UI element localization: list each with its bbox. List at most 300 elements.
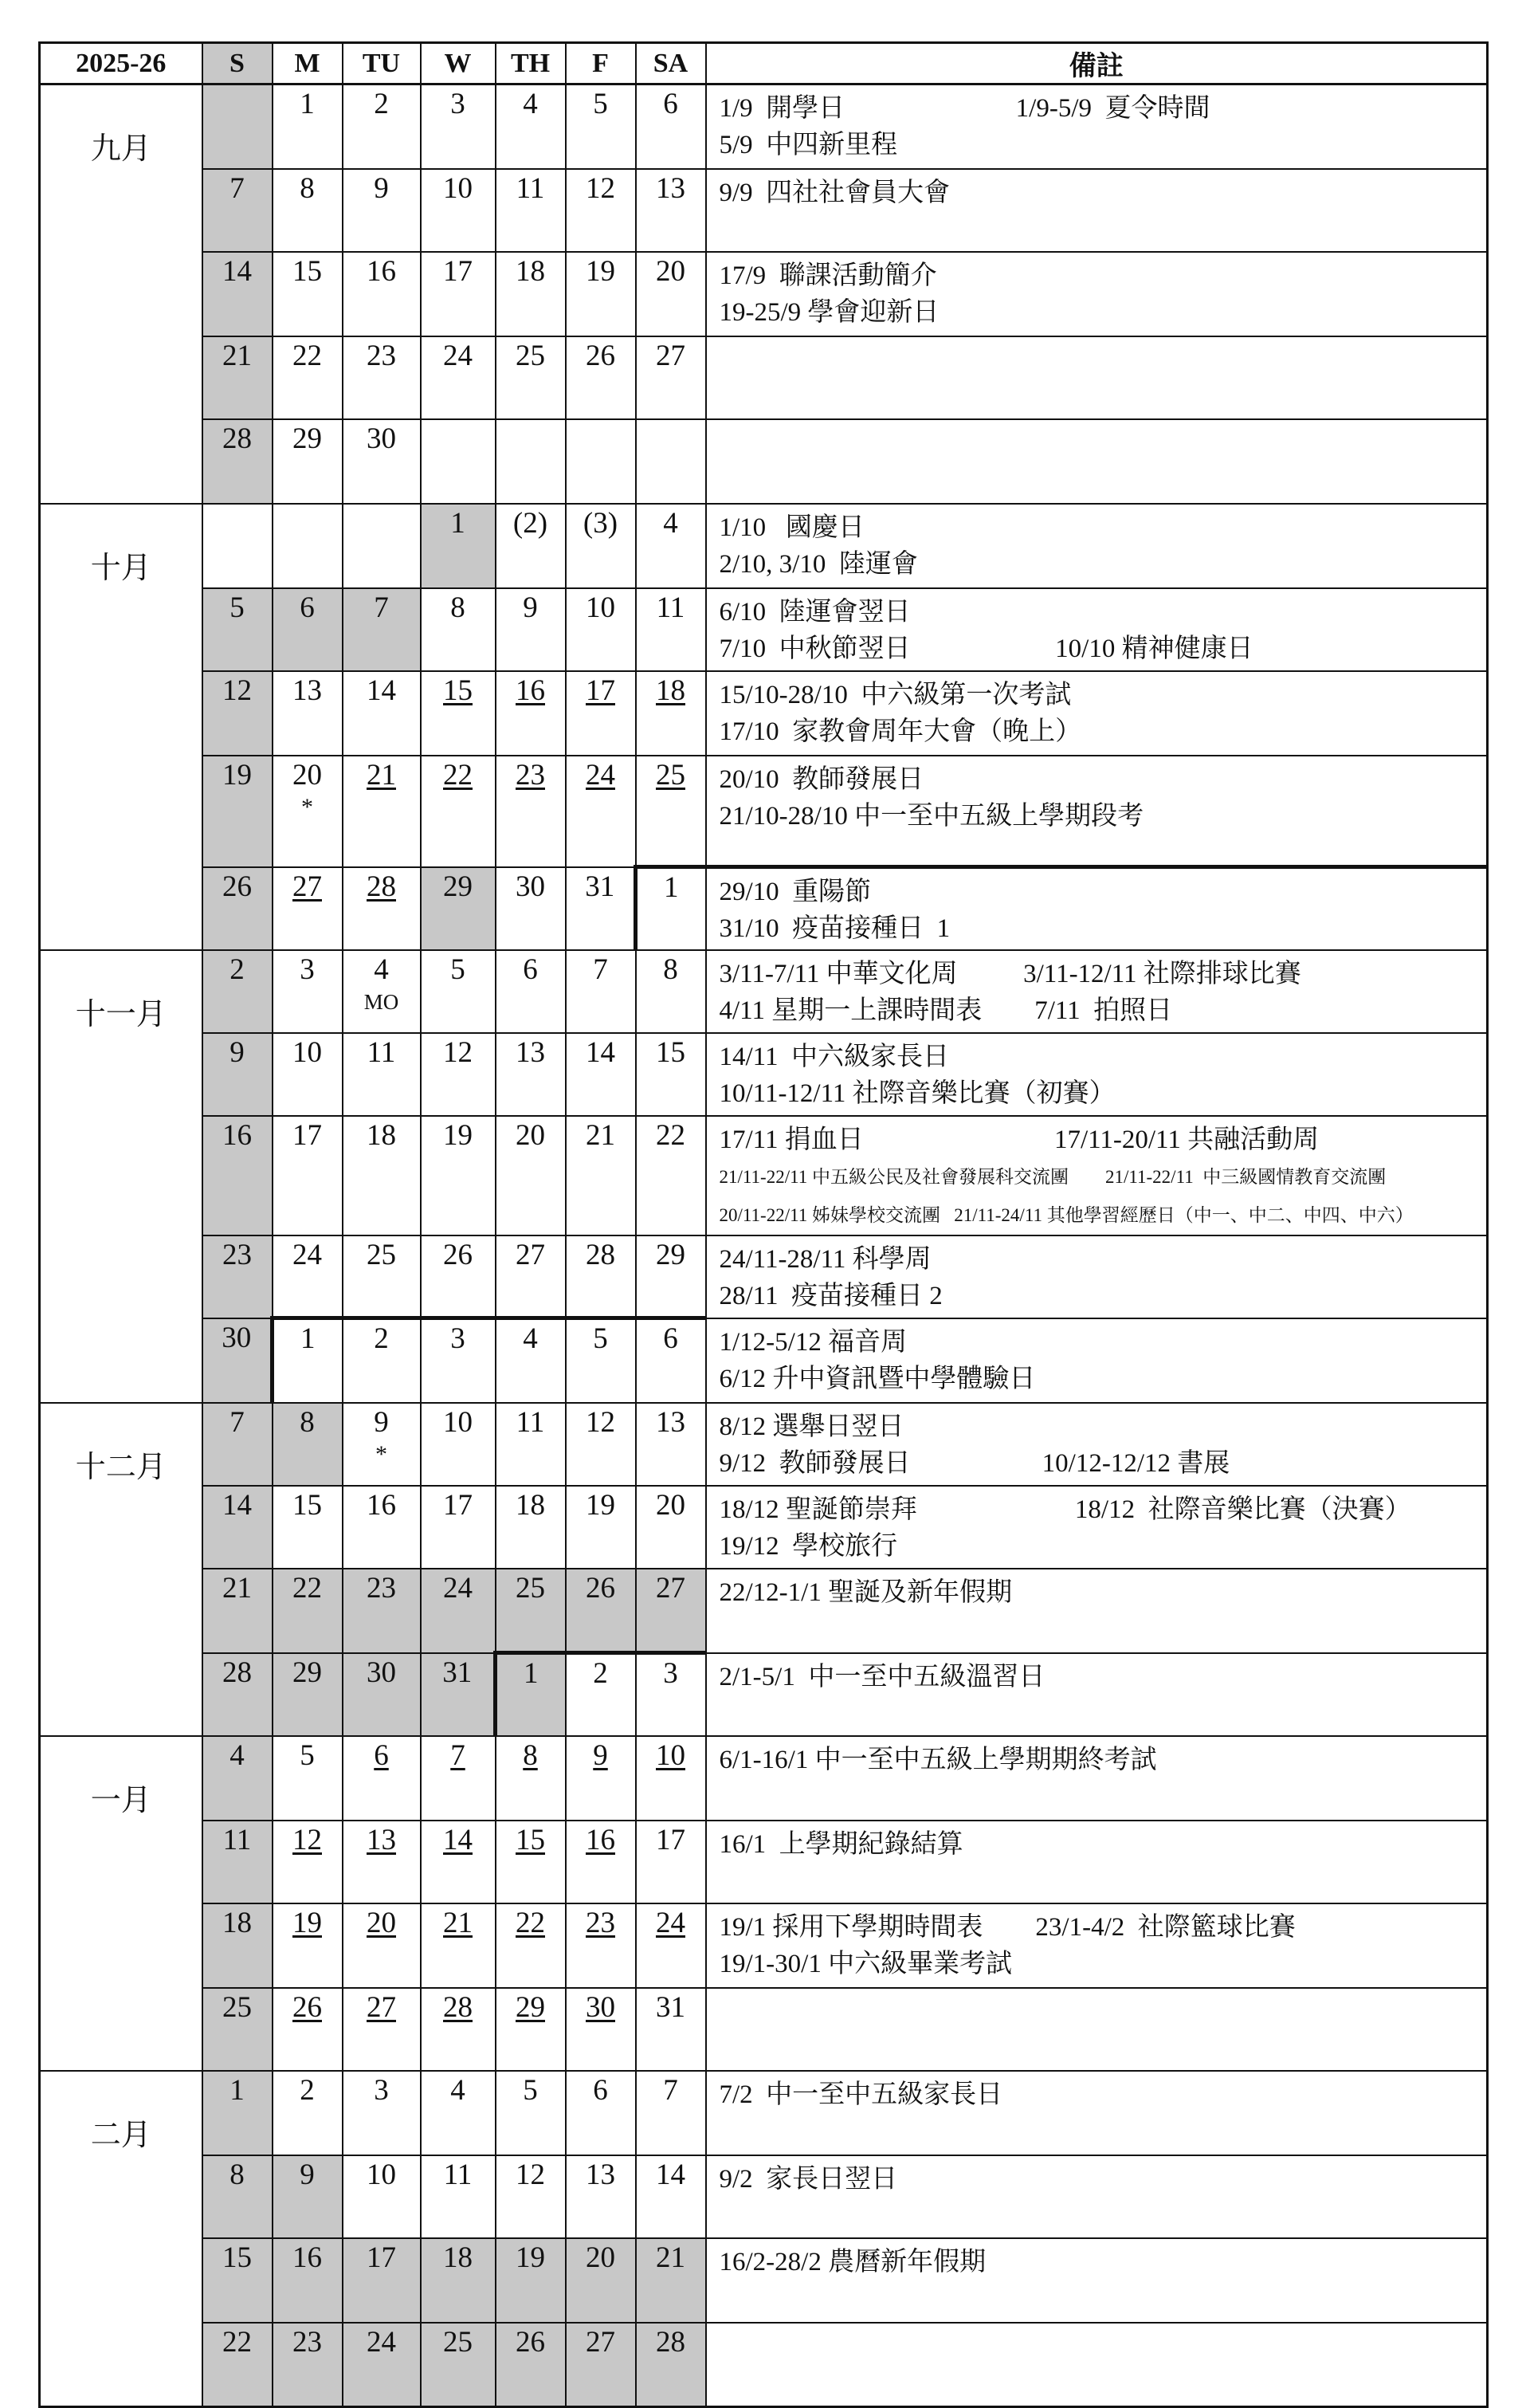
day-cell-mon [273, 1988, 343, 2071]
remarks-cell [706, 950, 1488, 1033]
day-number: 27 [367, 1990, 396, 2024]
day-cell-fri [566, 84, 636, 169]
day-number: 20 [656, 1488, 685, 1522]
day-cell-fri [566, 2071, 636, 2155]
day-cell-sat [636, 867, 706, 950]
day-cell-wed [421, 252, 496, 336]
day-cell-sun [202, 867, 273, 950]
day-number: 10 [292, 1035, 322, 1069]
day-cell-mon [273, 756, 343, 867]
day-cell-fri [566, 1235, 636, 1318]
day-cell-mon [273, 1653, 343, 1736]
day-cell-fri [566, 2323, 636, 2407]
day-number: 22 [656, 1118, 685, 1152]
remark-line: 22/12-1/1 聖誕及新年假期 [719, 1577, 1013, 1607]
week-row [40, 671, 1488, 756]
day-cell-thu [496, 2238, 566, 2323]
day-cell-tue [343, 336, 421, 419]
day-cell-mon [273, 336, 343, 419]
day-cell-thu [496, 419, 566, 504]
day-number: 17 [656, 1823, 685, 1856]
day-number: 22 [443, 758, 473, 792]
remark-line: 10/11-12/11 社際音樂比賽（初賽） [719, 1078, 1116, 1108]
remark-line: 7/2 中一至中五級家長日 [719, 2080, 1003, 2109]
day-number: 1 [450, 506, 465, 540]
day-cell-thu [496, 1486, 566, 1569]
remarks-cell [706, 1653, 1488, 1736]
day-cell-thu [496, 1116, 566, 1235]
day-cell-mon [273, 1116, 343, 1235]
day-number: 8 [300, 171, 315, 205]
day-number: 19 [292, 1906, 322, 1939]
day-cell-mon [273, 504, 343, 588]
day-cell-tue [343, 588, 421, 671]
day-number: 13 [516, 1035, 545, 1069]
day-cell-thu [496, 1569, 566, 1653]
day-cell-thu [496, 2155, 566, 2238]
remark-line: 1/10 國慶日 [719, 513, 865, 542]
day-cell-mon [273, 1569, 343, 1653]
day-number: 7 [450, 1738, 465, 1772]
day-number: 23 [367, 339, 396, 372]
day-number: 24 [656, 1906, 685, 1939]
remark-line: 2/1-5/1 中一至中五級溫習日 [719, 1662, 1046, 1691]
day-cell-tue [343, 671, 421, 756]
day-cell-thu [496, 504, 566, 588]
day-number: 18 [656, 674, 685, 707]
day-number: 9 [230, 1035, 245, 1069]
day-cell-sun [202, 671, 273, 756]
day-number: 16 [292, 2241, 322, 2274]
day-cell-thu [496, 336, 566, 419]
day-number: 4 [523, 1322, 538, 1355]
day-cell-wed [421, 1988, 496, 2071]
day-cell-sat [636, 504, 706, 588]
remarks-cell [706, 1569, 1488, 1653]
remark-line: 20/10 教師發展日 [719, 764, 924, 794]
day-number: 19 [586, 1488, 615, 1522]
day-number: 19 [586, 254, 615, 288]
day-cell-tue [343, 504, 421, 588]
week-row [40, 1569, 1488, 1653]
day-marker: * [301, 793, 313, 820]
day-cell-mon [273, 2238, 343, 2323]
remark-line: 19/1-30/1 中六級畢業考試 [719, 1949, 1013, 1978]
day-cell-wed [421, 1403, 496, 1486]
day-cell-wed [421, 2155, 496, 2238]
day-cell-sat [636, 84, 706, 169]
day-number: 5 [230, 591, 245, 624]
day-number: 27 [292, 870, 322, 903]
week-row [40, 1903, 1488, 1988]
day-cell-wed [421, 1486, 496, 1569]
day-number: 30 [367, 1656, 396, 1689]
day-cell-wed [421, 867, 496, 950]
remarks-cell [706, 671, 1488, 756]
day-cell-thu [496, 1403, 566, 1486]
remarks-cell [706, 2071, 1488, 2155]
day-number: 28 [656, 2325, 685, 2359]
day-cell-wed [421, 2071, 496, 2155]
day-number: 16 [586, 1823, 615, 1856]
day-number: (2) [512, 506, 548, 540]
day-number: 18 [367, 1118, 396, 1152]
day-number: 27 [586, 2325, 615, 2359]
day-number: 25 [367, 1238, 396, 1271]
week-row [40, 336, 1488, 419]
day-header-sat: SA [636, 43, 706, 84]
day-cell-wed [421, 419, 496, 504]
month-label: 十月 [40, 504, 202, 950]
remark-line: 31/10 疫苗接種日 1 [719, 914, 951, 943]
header-row [40, 43, 1488, 84]
remark-line: 24/11-28/11 科學周 [719, 1244, 932, 1274]
day-number: 12 [516, 2158, 545, 2191]
day-number: 26 [443, 1238, 473, 1271]
day-number: 21 [222, 1571, 252, 1605]
day-number: 20 [367, 1906, 396, 1939]
day-number: 12 [222, 674, 252, 707]
week-row [40, 950, 1488, 1033]
school-calendar-table [38, 41, 1489, 2408]
day-number: 15 [516, 1823, 545, 1856]
day-number: 3 [300, 953, 315, 986]
day-cell-sat [636, 1318, 706, 1403]
day-number: 25 [516, 339, 545, 372]
day-number: 21 [222, 339, 252, 372]
day-cell-fri [566, 1821, 636, 1903]
day-cell-sun [202, 2238, 273, 2323]
day-number: 11 [516, 171, 545, 205]
day-cell-sun [202, 950, 273, 1033]
day-number: 18 [516, 254, 545, 288]
day-cell-tue [343, 169, 421, 252]
day-number: 17 [292, 1118, 322, 1152]
day-cell-fri [566, 1486, 636, 1569]
day-cell-tue [343, 1486, 421, 1569]
day-number: 23 [292, 2325, 322, 2359]
day-number: 7 [230, 1405, 245, 1439]
day-cell-tue [343, 419, 421, 504]
day-cell-mon [273, 1318, 343, 1403]
day-cell-fri [566, 1903, 636, 1988]
day-cell-tue [343, 1033, 421, 1116]
day-number: 11 [443, 2158, 473, 2191]
day-cell-sun [202, 1235, 273, 1318]
day-number: 14 [586, 1035, 615, 1069]
week-row [40, 756, 1488, 867]
day-number: 15 [292, 1488, 322, 1522]
day-number: 10 [443, 171, 473, 205]
day-cell-sun [202, 1318, 273, 1403]
day-cell-sat [636, 1569, 706, 1653]
day-cell-sat [636, 2071, 706, 2155]
day-cell-tue [343, 2323, 421, 2407]
remark-line: 5/9 中四新里程 [719, 131, 898, 159]
remark-line: 2/10, 3/10 陸運會 [719, 549, 918, 579]
day-header-tue: TU [343, 43, 421, 84]
day-number: 9 [374, 171, 389, 205]
year-header: 2025-26 [40, 43, 202, 84]
day-cell-sun [202, 1653, 273, 1736]
day-cell-sat [636, 252, 706, 336]
day-cell-mon [273, 867, 343, 950]
day-number: 14 [367, 674, 396, 707]
remarks-cell [706, 2238, 1488, 2323]
day-cell-tue [343, 1653, 421, 1736]
day-cell-wed [421, 756, 496, 867]
day-cell-thu [496, 1033, 566, 1116]
week-row [40, 1486, 1488, 1569]
day-number: 30 [586, 1990, 615, 2024]
day-number: 4 [374, 953, 389, 986]
day-number: 16 [367, 1488, 396, 1522]
day-number: 28 [222, 422, 252, 455]
remark-line: 19/12 學校旅行 [719, 1531, 898, 1561]
day-header-wed: W [421, 43, 496, 84]
day-cell-thu [496, 950, 566, 1033]
day-number: 10 [586, 591, 615, 624]
day-cell-fri [566, 588, 636, 671]
day-cell-tue [343, 1821, 421, 1903]
day-number: 6 [593, 2073, 608, 2107]
day-cell-sat [636, 671, 706, 756]
remark-line: 7/10 中秋節翌日 10/10 精神健康日 [719, 634, 1253, 663]
day-cell-sun [202, 588, 273, 671]
day-number: 11 [367, 1035, 396, 1069]
day-number: 1 [300, 1322, 316, 1355]
day-cell-fri [566, 1403, 636, 1486]
day-cell-wed [421, 1903, 496, 1988]
day-cell-mon [273, 2155, 343, 2238]
day-number: 26 [516, 2325, 545, 2359]
day-cell-mon [273, 169, 343, 252]
day-cell-thu [496, 1235, 566, 1318]
remark-line: 8/12 選舉日翌日 [719, 1412, 904, 1441]
day-cell-sun [202, 336, 273, 419]
day-number: 26 [586, 339, 615, 372]
day-cell-tue [343, 867, 421, 950]
day-cell-tue [343, 1235, 421, 1318]
day-cell-sun [202, 1569, 273, 1653]
day-cell-wed [421, 588, 496, 671]
week-row [40, 1033, 1488, 1116]
day-number: 25 [222, 1990, 252, 2024]
day-cell-sun [202, 1736, 273, 1821]
day-cell-mon [273, 1033, 343, 1116]
day-number: 18 [516, 1488, 545, 1522]
day-number: 28 [443, 1990, 473, 2024]
day-number: 26 [586, 1571, 615, 1605]
day-cell-mon [273, 1486, 343, 1569]
day-number: 6 [523, 953, 538, 986]
day-number: 19 [516, 2241, 545, 2274]
week-row [40, 1235, 1488, 1318]
remark-line: 18/12 聖誕節崇拜 18/12 社際音樂比賽（決賽） [719, 1495, 1411, 1524]
day-cell-wed [421, 169, 496, 252]
day-number: 22 [222, 2325, 252, 2359]
day-number: 14 [443, 1823, 473, 1856]
day-number: 1 [230, 2073, 245, 2107]
day-number: 17 [586, 674, 615, 707]
week-row [40, 504, 1488, 588]
remark-line: 14/11 中六級家長日 [719, 1042, 949, 1071]
remarks-cell [706, 169, 1488, 252]
day-cell-tue [343, 2155, 421, 2238]
day-cell-sun [202, 169, 273, 252]
day-cell-mon [273, 2323, 343, 2407]
day-number: 21 [586, 1118, 615, 1152]
remarks-cell [706, 588, 1488, 671]
day-number: 30 [222, 1321, 252, 1354]
day-cell-fri [566, 867, 636, 950]
day-cell-thu [496, 2323, 566, 2407]
day-cell-wed [421, 1235, 496, 1318]
day-cell-thu [496, 252, 566, 336]
remark-line: 9/2 家長日翌日 [719, 2164, 898, 2194]
remarks-cell [706, 1116, 1488, 1235]
remark-line: 9/12 教師發展日 10/12-12/12 書展 [719, 1448, 1230, 1478]
week-row [40, 2323, 1488, 2407]
day-header-thu: TH [496, 43, 566, 84]
day-number: 16 [222, 1118, 252, 1152]
day-cell-fri [566, 2155, 636, 2238]
day-number: 13 [586, 2158, 615, 2191]
remarks-cell [706, 1736, 1488, 1821]
day-number: 8 [230, 2158, 245, 2191]
remark-line: 19/1 採用下學期時間表 23/1-4/2 社際籃球比賽 [719, 1912, 1296, 1942]
day-cell-fri [566, 419, 636, 504]
day-number: 25 [656, 758, 685, 792]
day-cell-sat [636, 950, 706, 1033]
day-number: 16 [367, 254, 396, 288]
day-cell-thu [496, 1988, 566, 2071]
remark-line: 6/10 陸運會翌日 [719, 597, 911, 627]
day-cell-wed [421, 671, 496, 756]
day-number: 3 [450, 88, 465, 120]
month-label: 二月 [40, 2071, 202, 2407]
day-cell-fri [566, 1653, 636, 1736]
week-row [40, 2155, 1488, 2238]
day-number: 21 [656, 2241, 685, 2274]
day-number: 15 [443, 674, 473, 707]
day-cell-tue [343, 252, 421, 336]
remarks-cell [706, 1403, 1488, 1486]
remark-line: 6/1-16/1 中一至中五級上學期期終考試 [719, 1745, 1157, 1774]
day-number: 4 [450, 2073, 465, 2107]
day-number: 17 [367, 2241, 396, 2274]
week-row [40, 1116, 1488, 1235]
day-number: 20 [516, 1118, 545, 1152]
day-cell-thu [496, 169, 566, 252]
day-number: 4 [230, 1738, 245, 1772]
remark-line: 6/12 升中資訊暨中學體驗日 [719, 1364, 1036, 1393]
day-cell-sat [636, 419, 706, 504]
day-cell-thu [496, 756, 566, 867]
day-number: 2 [374, 88, 389, 120]
week-row [40, 2238, 1488, 2323]
day-cell-wed [421, 504, 496, 588]
day-cell-wed [421, 336, 496, 419]
day-cell-sun [202, 756, 273, 867]
remark-line: 21/10-28/10 中一至中五級上學期段考 [719, 801, 1144, 831]
day-number: 4 [663, 506, 678, 540]
remarks-cell [706, 1235, 1488, 1318]
day-cell-sat [636, 1403, 706, 1486]
day-cell-sun [202, 2071, 273, 2155]
remark-line: 4/11 星期一上課時間表 7/11 拍照日 [719, 996, 1173, 1025]
day-number: 11 [656, 591, 685, 624]
day-cell-sat [636, 1653, 706, 1736]
day-number: 20 [656, 254, 685, 288]
day-number: 30 [367, 422, 396, 455]
day-cell-fri [566, 1569, 636, 1653]
day-number: 22 [516, 1906, 545, 1939]
day-cell-wed [421, 2323, 496, 2407]
day-number: 10 [367, 2158, 396, 2191]
day-cell-sun [202, 1403, 273, 1486]
day-cell-wed [421, 1653, 496, 1736]
day-number: 27 [656, 339, 685, 372]
day-cell-wed [421, 1318, 496, 1403]
day-number: 11 [516, 1405, 545, 1439]
day-cell-thu [496, 867, 566, 950]
day-cell-sat [636, 336, 706, 419]
remarks-cell [706, 336, 1488, 419]
day-number: 3 [374, 2073, 389, 2107]
day-number: 29 [443, 870, 473, 903]
day-number: 8 [663, 953, 678, 986]
day-number: 14 [222, 1488, 252, 1522]
week-row [40, 1736, 1488, 1821]
day-number: 29 [516, 1990, 545, 2024]
remark-line: 1/9 開學日 1/9-5/9 夏令時間 [719, 94, 1210, 123]
week-row [40, 1403, 1488, 1486]
remark-line-small: 21/11-22/11 中五級公民及社會發展科交流團 21/11-22/11 中三級國情教育交流團 [719, 1166, 1387, 1187]
day-cell-fri [566, 252, 636, 336]
day-number: 25 [516, 1571, 545, 1605]
day-number: 17 [443, 1488, 473, 1522]
day-cell-tue [343, 1903, 421, 1988]
week-row [40, 1821, 1488, 1903]
day-number: 29 [292, 1656, 322, 1689]
day-number: 13 [656, 1405, 685, 1439]
remarks-cell [706, 1486, 1488, 1569]
day-number: 12 [443, 1035, 473, 1069]
day-cell-mon [273, 2071, 343, 2155]
day-cell-mon [273, 950, 343, 1033]
day-number: 14 [656, 2158, 685, 2191]
day-cell-fri [566, 1116, 636, 1235]
day-cell-sun [202, 84, 273, 169]
day-number: 5 [450, 953, 465, 986]
day-cell-mon [273, 84, 343, 169]
day-number: 24 [586, 758, 615, 792]
day-cell-fri [566, 950, 636, 1033]
day-cell-sun [202, 1116, 273, 1235]
remarks-cell [706, 252, 1488, 336]
remarks-cell [706, 867, 1488, 950]
day-cell-sun [202, 419, 273, 504]
day-number: 7 [374, 591, 389, 624]
day-cell-sun [202, 1486, 273, 1569]
day-number: 19 [222, 758, 252, 792]
day-number: 13 [656, 171, 685, 205]
day-number: 23 [222, 1238, 252, 1271]
day-number: 3 [450, 1322, 465, 1355]
day-cell-sat [636, 756, 706, 867]
day-cell-mon [273, 588, 343, 671]
